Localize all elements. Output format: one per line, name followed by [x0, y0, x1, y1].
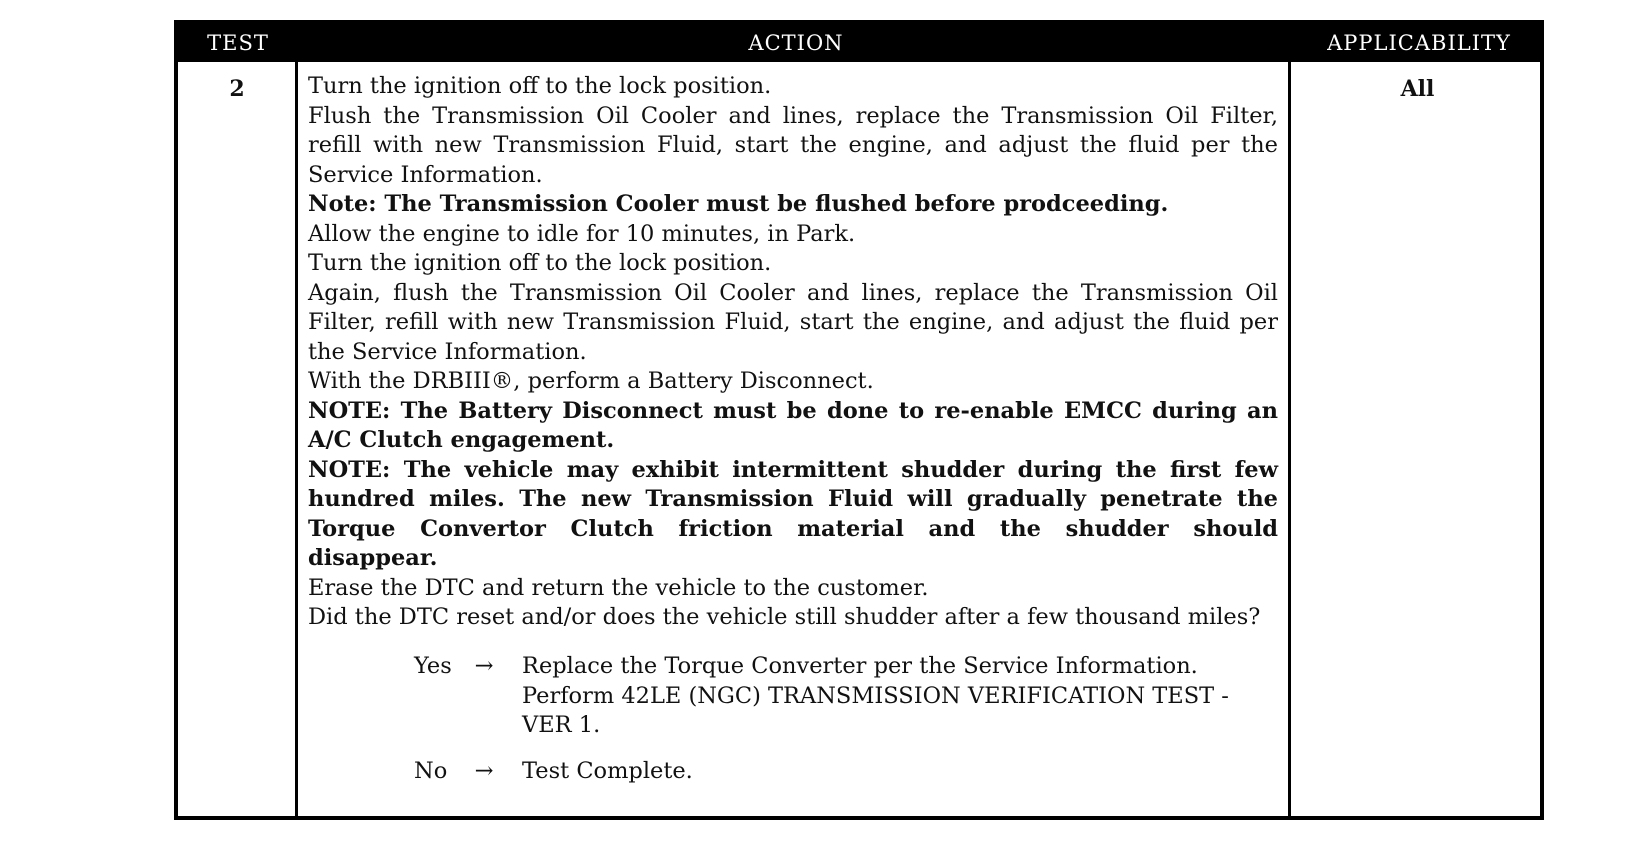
- column-divider-applicability: [1288, 62, 1291, 816]
- header-action: ACTION: [748, 31, 844, 55]
- answer-yes: [414, 652, 1274, 741]
- header-test: TEST: [207, 31, 269, 55]
- answer-no-text: [522, 757, 1274, 787]
- diagnostic-test-table: [174, 20, 1544, 820]
- action-note: NOTE: The vehicle may exhibit intermittent shudder during the first few hundred miles. The new Transmission Fluid will gradually penetrate the Torque Convertor Clutch friction material and the shudder should disappear.: [308, 456, 1278, 571]
- action-step: Flush the Transmission Oil Cooler and lines, replace the Transmission Oil Filter, refill with new Transmission Fluid, start the engine, and adjust the fluid per the Service Information.: [308, 102, 1278, 188]
- column-divider-test: [295, 62, 298, 816]
- action-step: Turn the ignition off to the lock position.: [308, 250, 772, 276]
- answer-options: [414, 652, 1274, 786]
- arrow-right-icon: →: [474, 653, 494, 679]
- action-step: With the DRBIII®, perform a Battery Disconnect.: [308, 368, 874, 394]
- action-note: Note: The Transmission Cooler must be flushed before prodceeding.: [308, 191, 1169, 217]
- arrow-right-icon: →: [474, 757, 494, 784]
- action-step: Erase the DTC and return the vehicle to the customer.: [308, 574, 929, 601]
- action-instructions: [308, 72, 1278, 633]
- answer-no-label: No: [414, 757, 448, 784]
- action-note: NOTE: The Battery Disconnect must be done to re-enable EMCC during an A/C Clutch engagement.: [308, 397, 1278, 453]
- test-number: 2: [229, 76, 245, 102]
- action-question: Did the DTC reset and/or does the vehicle still shudder after a few thousand miles?: [308, 604, 1261, 630]
- answer-no: [414, 757, 1274, 787]
- applicability-value: All: [1400, 76, 1435, 102]
- answer-no-line: Test Complete.: [522, 757, 693, 784]
- action-step: Again, flush the Transmission Oil Cooler and lines, replace the Transmission Oil Filter, refill with new Transmission Fluid, start the engine, and adjust the fluid per the Service Information.: [308, 279, 1278, 365]
- answer-yes-text: [522, 652, 1274, 741]
- header-applicability: APPLICABILITY: [1327, 31, 1511, 55]
- action-step: Allow the engine to idle for 10 minutes, in Park.: [308, 220, 856, 247]
- answer-yes-line: Perform 42LE (NGC) TRANSMISSION VERIFICATION TEST - VER 1.: [522, 682, 1229, 738]
- table-header-row: [178, 24, 1540, 62]
- answer-yes-line: Replace the Torque Converter per the Service Information.: [522, 653, 1198, 679]
- answer-yes-label: Yes: [414, 653, 452, 679]
- action-step: Turn the ignition off to the lock position.: [308, 73, 772, 99]
